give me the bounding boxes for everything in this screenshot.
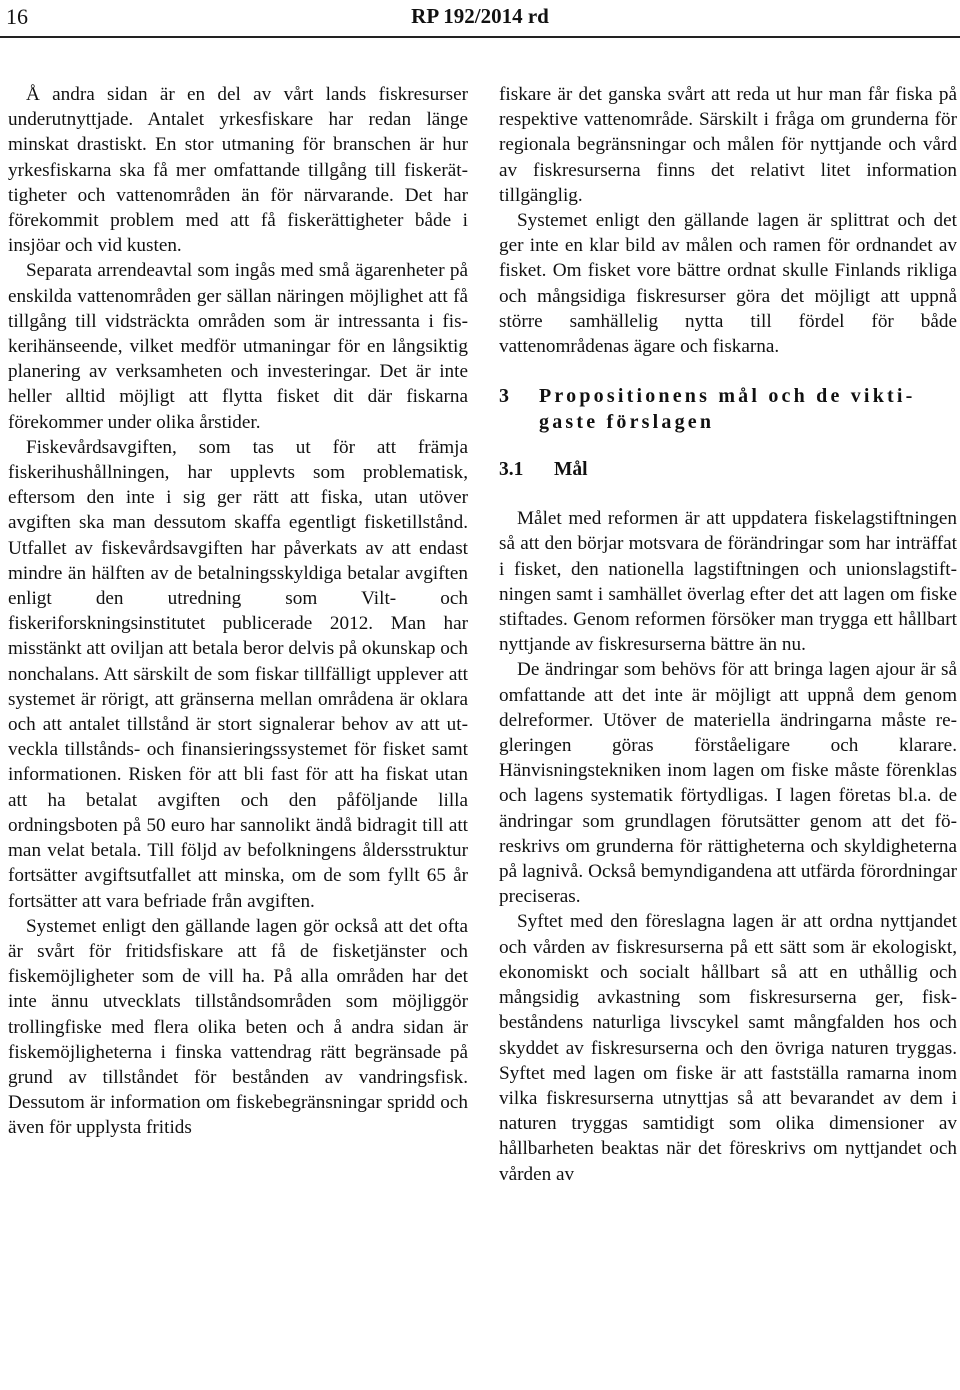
paragraph: Systemet enligt den gällande lagen gör också att det ofta är svårt för fritidsfiskare att få de fisketjänster och fiskemöjligheter som de vill ha. På alla områden har det inte ännu utvecklats tillståndsområden som möjliggör trollingfiske med flera olika beten och å andra sidan är fiskemöjligheterna i finska vattendrag rätt begränsade på grund av tillståndet för bestånden av vandringsfisk. Dessutom är information om fiskebegränsningar spridd och även för upplysta fritids (8, 915, 468, 1139)
document-reference: RP 192/2014 rd (411, 4, 549, 28)
left-column (8, 82, 468, 1141)
paragraph: Syftet med den föreslagna lagen är att ordna nyttjandet och vården av fiskresurserna på ett sätt som är ekologiskt, ekonomiskt och socialt hållbart så att en uthållig och mångsidig avkastning som fiskresurserna ger, fiskbeståndens naturliga livscykel samt mångfalden hos och skyddet av fiskresurserna och den övriga naturen tryggas. Syftet med lagen om fiske är att fastställa ramarna inom vilka fiskresurserna utnyttjas så att bevarandet av dem i naturen tryggas samtidigt som olika dimensioner av hållbarheten beaktas när det föreskrivs om nyttjandet och vården av (499, 911, 957, 1185)
page-header (0, 0, 960, 36)
paragraph-continuation: fiskare är det ganska svårt att reda ut hur man får fiska på respektive vattenområde. Särskilt i fråga om grunderna för regionala begränsningar och målen för nyttjande och vård av fiskresurserna finns det relativt litet information tillgänglig. (499, 84, 957, 206)
header-rule (0, 36, 960, 38)
section-heading (499, 383, 957, 435)
paragraph: Separata arrendeavtal som ingås med små ägarenheter på enskilda vattenområden ger sällan näringen möjlighet att få tillgång till vidsträckta områden som är intressanta i fiskerihänseende, vilket medför utmaningar för en långsiktig planering av verksamheten och investeringar. Det är inte heller alltid möjligt att flytta fisket dit där fiskarna förekommer under olika årstider. (8, 260, 468, 433)
right-column (499, 82, 957, 1187)
section-title: Propositionens mål och de viktigaste förslagen (539, 385, 913, 434)
subsection-title: Mål (554, 459, 588, 481)
paragraph: Systemet enligt den gällande lagen är splittrat och det ger inte en klar bild av målen och ramen för ordnandet av fisket. Om fisket vore bättre ordnat skulle Finlands rikliga och mångsidiga fiskresurser göra det möjligt att uppnå större samhällelig nytta till fördel för både vattenområdenas ägare och fiskarna. (499, 210, 957, 358)
page-number: 16 (6, 4, 28, 29)
section-number: 3 (499, 385, 509, 408)
paragraph: Fiskevårdsavgiften, som tas ut för att främja fiskerihushållningen, har upplevts som problematisk, eftersom den inte i sig ger rätt att fiska, utan utöver avgiften ska man dessutom skaffa egentligt fisketillstånd. Utfallet av fiskevårdsavgiften har påverkats av att endast mindre än hälften av de betalningsskyldiga betalar avgiften enligt den utredning som Vilt- och fiskeriforskningsinstitutet publicerade 2012. Man har misstänkt att oviljan att betala beror delvis på okunskap och nonchalans. Att särskilt de som fiskar tillfälligt upplever att systemet är rörigt, att gränserna mellan områdena är oklara och att antalet tillstånd är stort signalerar behov av att utveckla tillstånds- och finansieringssystemet för fisket samt informationen. Risken för att bli fast för att ha fiskat utan att ha betalat avgiften och den påföljande lilla ordningsboten på 50 euro har sannolikt ändå bidragit till att man velat betala. Till följd av befolkningens åldersstruktur fortsätter avgiftsutfallet att minska, om de som fyllt 65 år fortsätter att vara befriade från avgiften. (8, 436, 468, 912)
paragraph: De ändringar som behövs för att bringa lagen ajour är så omfattande att det inte är möjligt att uppnå dem genom delreformer. Utöver de materiella ändringarna måste regleringen göras förståeligare och klarare. Hänvisningstekniken inom lagen om fiske måste förenklas och lagens systematik förtydligas. I lagen företas bl.a. de ändringar som grundlagen förutsätter genom att det föreskrivs om grunderna för rättigheterna och skyldigheterna på lagnivå. Också bemyndigandena att utfärda förordningar preciseras. (499, 659, 957, 908)
paragraph: Målet med reformen är att uppdatera fiskelagstiftningen så att den börjar motsvara de förändringar som har inträffat i fisket, den nationella lagstiftningen och unionslagstiftningen samt i samhället överlag efter det att lagen om fiske stiftades. Genom reformen försöker man trygga ett hållbart nyttjande av fiskresurserna bättre än nu. (499, 508, 957, 656)
paragraph: Å andra sidan är en del av vårt lands fiskresurser underutnyttjade. Antalet yrkesfiskare har redan länge minskat drastiskt. En stor utmaning för branschen är hur yrkesfiskarna ska få mer omfattande tillgång till fiskerättigheter och vattenområden än för närvarande. Det har förekommit problem med att få fiskerättigheter både i insjöar och vid kusten. (8, 84, 468, 257)
subsection-number: 3.1 (499, 459, 524, 481)
subsection-heading (499, 457, 957, 482)
